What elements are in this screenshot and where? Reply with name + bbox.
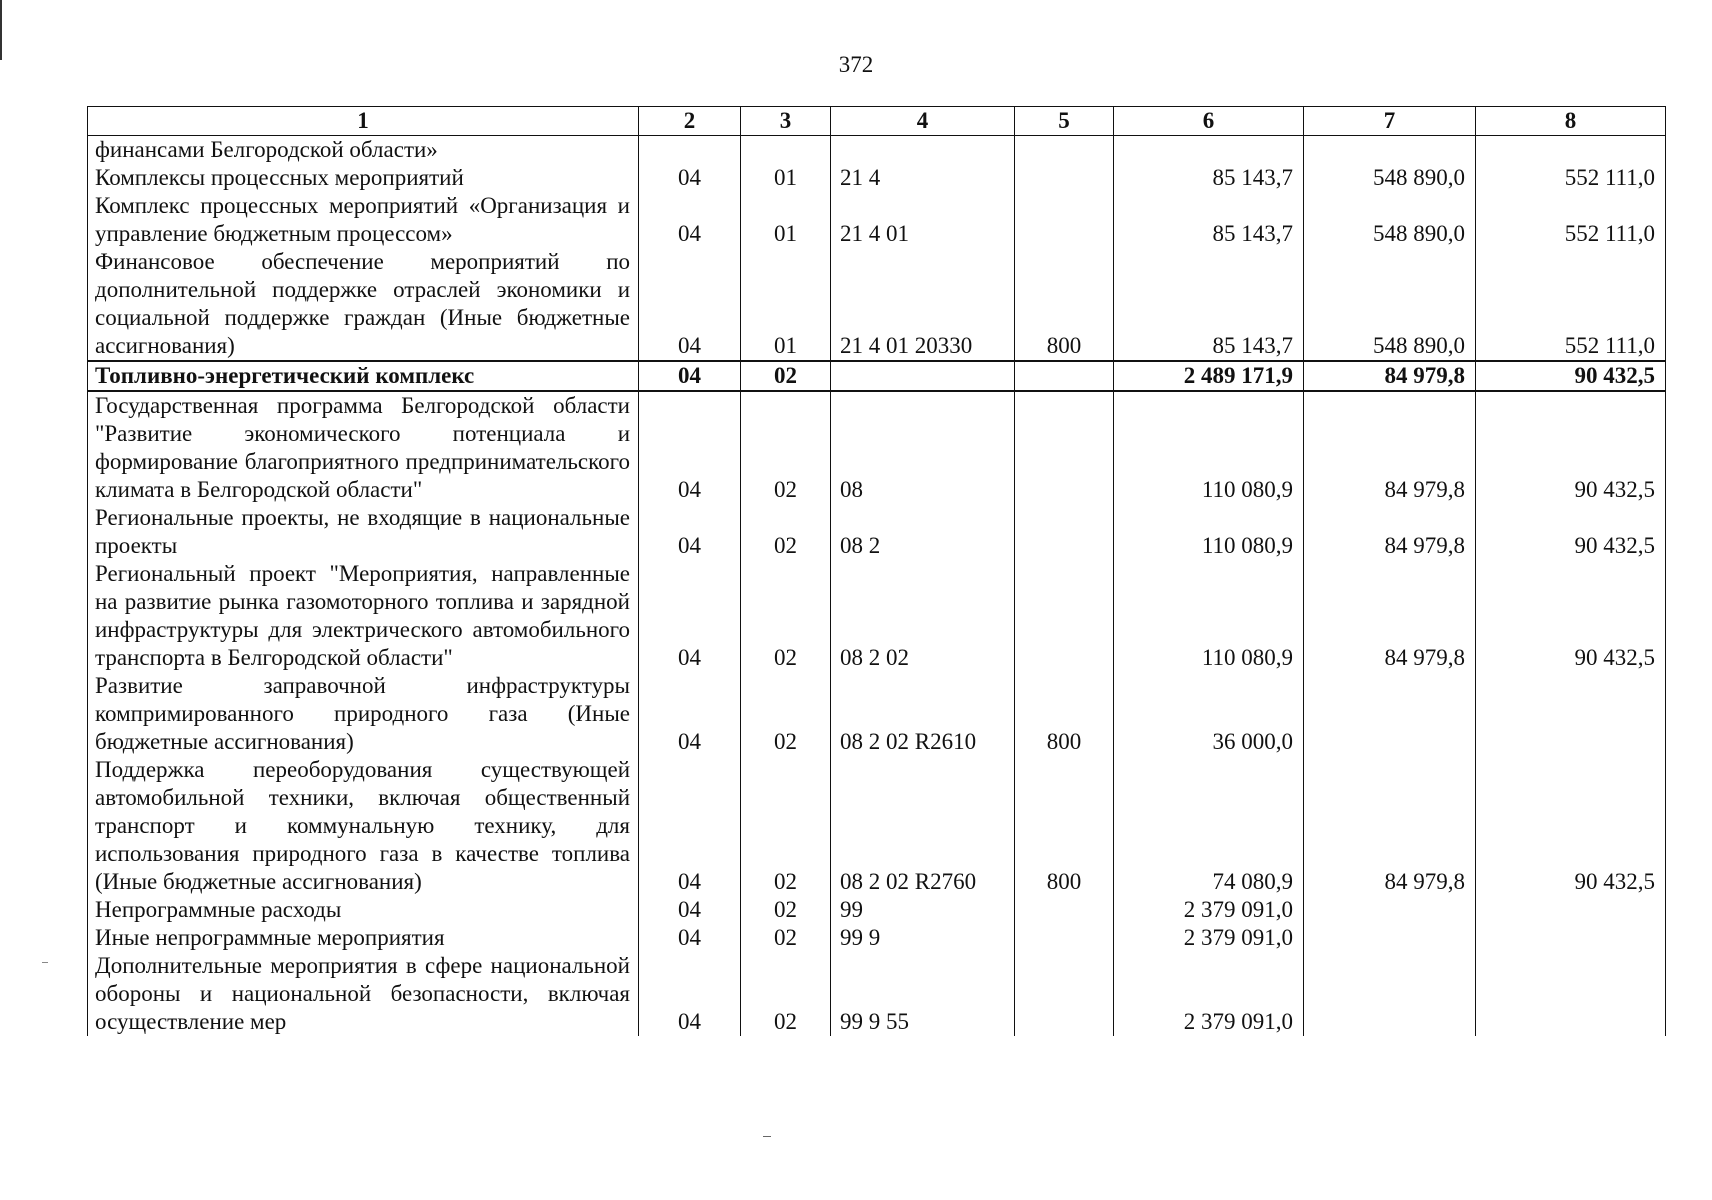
table-row — [88, 164, 1666, 192]
subsection-code: 02 — [741, 756, 831, 896]
subsection-code: 01 — [741, 164, 831, 192]
subsection-code — [741, 136, 831, 165]
expense-type-code: 800 — [1015, 756, 1114, 896]
scan-edge-line — [0, 0, 2, 60]
table-row — [88, 504, 1666, 560]
section-code: 04 — [639, 672, 741, 756]
row-name: Региональные проекты, не входящие в национальные проекты — [88, 504, 639, 560]
header-row — [88, 107, 1666, 136]
expense-type-code — [1015, 952, 1114, 1036]
expense-type-code — [1015, 192, 1114, 248]
section-code: 04 — [639, 756, 741, 896]
amount-col6: 110 080,9 — [1114, 391, 1304, 504]
scan-mark — [763, 1136, 771, 1137]
subsection-code: 02 — [741, 391, 831, 504]
amount-col7 — [1304, 952, 1476, 1036]
row-name: Иные непрограммные мероприятия — [88, 924, 639, 952]
amount-col8 — [1476, 136, 1666, 165]
column-header: 1 — [88, 107, 639, 136]
section-code: 04 — [639, 192, 741, 248]
target-article-code: 21 4 01 — [831, 192, 1015, 248]
amount-col6: 85 143,7 — [1114, 192, 1304, 248]
scan-mark — [42, 962, 48, 963]
target-article-code: 21 4 01 20330 — [831, 248, 1015, 361]
amount-col8: 90 432,5 — [1476, 391, 1666, 504]
amount-col6: 110 080,9 — [1114, 504, 1304, 560]
row-name: Дополнительные мероприятия в сфере национальной обороны и национальной безопасности, включая осуществление мер — [88, 952, 639, 1036]
table-row — [88, 136, 1666, 165]
section-code: 04 — [639, 560, 741, 672]
table-row — [88, 391, 1666, 504]
target-article-code: 99 9 55 — [831, 952, 1015, 1036]
expense-type-code — [1015, 560, 1114, 672]
budget-table — [87, 106, 1666, 1036]
subsection-code: 02 — [741, 896, 831, 924]
amount-col7 — [1304, 136, 1476, 165]
amount-col7: 84 979,8 — [1304, 361, 1476, 391]
row-name: финансами Белгородской области» — [88, 136, 639, 165]
subsection-code: 02 — [741, 560, 831, 672]
table-row — [88, 560, 1666, 672]
table-row — [88, 756, 1666, 896]
expense-type-code — [1015, 504, 1114, 560]
section-code: 04 — [639, 896, 741, 924]
target-article-code — [831, 361, 1015, 391]
amount-col8: 552 111,0 — [1476, 248, 1666, 361]
section-code — [639, 136, 741, 165]
section-code: 04 — [639, 504, 741, 560]
section-code: 04 — [639, 924, 741, 952]
amount-col6: 85 143,7 — [1114, 164, 1304, 192]
subsection-code: 02 — [741, 361, 831, 391]
row-name: Развитие заправочной инфраструктуры компримированного природного газа (Иные бюджетные ассигнования) — [88, 672, 639, 756]
expense-type-code — [1015, 896, 1114, 924]
amount-col7: 548 890,0 — [1304, 164, 1476, 192]
subsection-code: 02 — [741, 504, 831, 560]
table-row — [88, 672, 1666, 756]
section-code: 04 — [639, 361, 741, 391]
target-article-code: 08 2 — [831, 504, 1015, 560]
expense-type-code — [1015, 361, 1114, 391]
row-name: Комплекс процессных мероприятий «Организация и управление бюджетным процессом» — [88, 192, 639, 248]
amount-col8: 552 111,0 — [1476, 192, 1666, 248]
amount-col8: 90 432,5 — [1476, 560, 1666, 672]
expense-type-code — [1015, 136, 1114, 165]
section-code: 04 — [639, 952, 741, 1036]
amount-col8 — [1476, 952, 1666, 1036]
amount-col7 — [1304, 896, 1476, 924]
subsection-code: 02 — [741, 924, 831, 952]
amount-col6: 2 489 171,9 — [1114, 361, 1304, 391]
subsection-code: 02 — [741, 672, 831, 756]
row-name: Топливно-энергетический комплекс — [88, 361, 639, 391]
section-code: 04 — [639, 248, 741, 361]
table-row — [88, 924, 1666, 952]
amount-col7: 84 979,8 — [1304, 504, 1476, 560]
amount-col8 — [1476, 896, 1666, 924]
target-article-code: 99 — [831, 896, 1015, 924]
row-name: Государственная программа Белгородской области "Развитие экономического потенциала и формирование благоприятного предпринимательского климата в Белгородской области" — [88, 391, 639, 504]
amount-col6 — [1114, 136, 1304, 165]
subsection-code: 01 — [741, 192, 831, 248]
target-article-code: 21 4 — [831, 164, 1015, 192]
amount-col6: 2 379 091,0 — [1114, 896, 1304, 924]
section-code: 04 — [639, 164, 741, 192]
table-row — [88, 192, 1666, 248]
amount-col7: 548 890,0 — [1304, 248, 1476, 361]
amount-col6: 36 000,0 — [1114, 672, 1304, 756]
table-row — [88, 248, 1666, 361]
amount-col7: 84 979,8 — [1304, 756, 1476, 896]
column-header: 6 — [1114, 107, 1304, 136]
section-total-row — [88, 361, 1666, 391]
expense-type-code — [1015, 924, 1114, 952]
column-header: 3 — [741, 107, 831, 136]
table-row — [88, 896, 1666, 924]
row-name: Непрограммные расходы — [88, 896, 639, 924]
column-header: 2 — [639, 107, 741, 136]
target-article-code: 08 2 02 R2610 — [831, 672, 1015, 756]
subsection-code: 02 — [741, 952, 831, 1036]
amount-col8: 552 111,0 — [1476, 164, 1666, 192]
amount-col7: 84 979,8 — [1304, 560, 1476, 672]
target-article-code: 08 2 02 — [831, 560, 1015, 672]
target-article-code: 08 2 02 R2760 — [831, 756, 1015, 896]
target-article-code — [831, 136, 1015, 165]
row-name: Финансовое обеспечение мероприятий по дополнительной поддержке отраслей экономики и социальной поддержке граждан (Иные бюджетные ассигнования) — [88, 248, 639, 361]
amount-col6: 2 379 091,0 — [1114, 924, 1304, 952]
amount-col7: 548 890,0 — [1304, 192, 1476, 248]
amount-col8 — [1476, 672, 1666, 756]
table-row — [88, 952, 1666, 1036]
expense-type-code: 800 — [1015, 248, 1114, 361]
row-name: Комплексы процессных мероприятий — [88, 164, 639, 192]
amount-col6: 85 143,7 — [1114, 248, 1304, 361]
subsection-code: 01 — [741, 248, 831, 361]
amount-col6: 110 080,9 — [1114, 560, 1304, 672]
column-header: 7 — [1304, 107, 1476, 136]
amount-col6: 2 379 091,0 — [1114, 952, 1304, 1036]
target-article-code: 99 9 — [831, 924, 1015, 952]
column-header: 8 — [1476, 107, 1666, 136]
expense-type-code: 800 — [1015, 672, 1114, 756]
amount-col8: 90 432,5 — [1476, 756, 1666, 896]
row-name: Региональный проект "Мероприятия, направленные на развитие рынка газомоторного топлива и зарядной инфраструктуры для электрического автомобильного транспорта в Белгородской области" — [88, 560, 639, 672]
section-code: 04 — [639, 391, 741, 504]
column-header: 5 — [1015, 107, 1114, 136]
column-header: 4 — [831, 107, 1015, 136]
amount-col8: 90 432,5 — [1476, 361, 1666, 391]
page-number: 372 — [838, 52, 874, 77]
amount-col7 — [1304, 672, 1476, 756]
amount-col8: 90 432,5 — [1476, 504, 1666, 560]
expense-type-code — [1015, 391, 1114, 504]
target-article-code: 08 — [831, 391, 1015, 504]
amount-col8 — [1476, 924, 1666, 952]
row-name: Поддержка переоборудования существующей автомобильной техники, включая общественный транспорт и коммунальную технику, для использования природного газа в качестве топлива (Иные бюджетные ассигнования) — [88, 756, 639, 896]
expense-type-code — [1015, 164, 1114, 192]
amount-col7: 84 979,8 — [1304, 391, 1476, 504]
amount-col6: 74 080,9 — [1114, 756, 1304, 896]
amount-col7 — [1304, 924, 1476, 952]
